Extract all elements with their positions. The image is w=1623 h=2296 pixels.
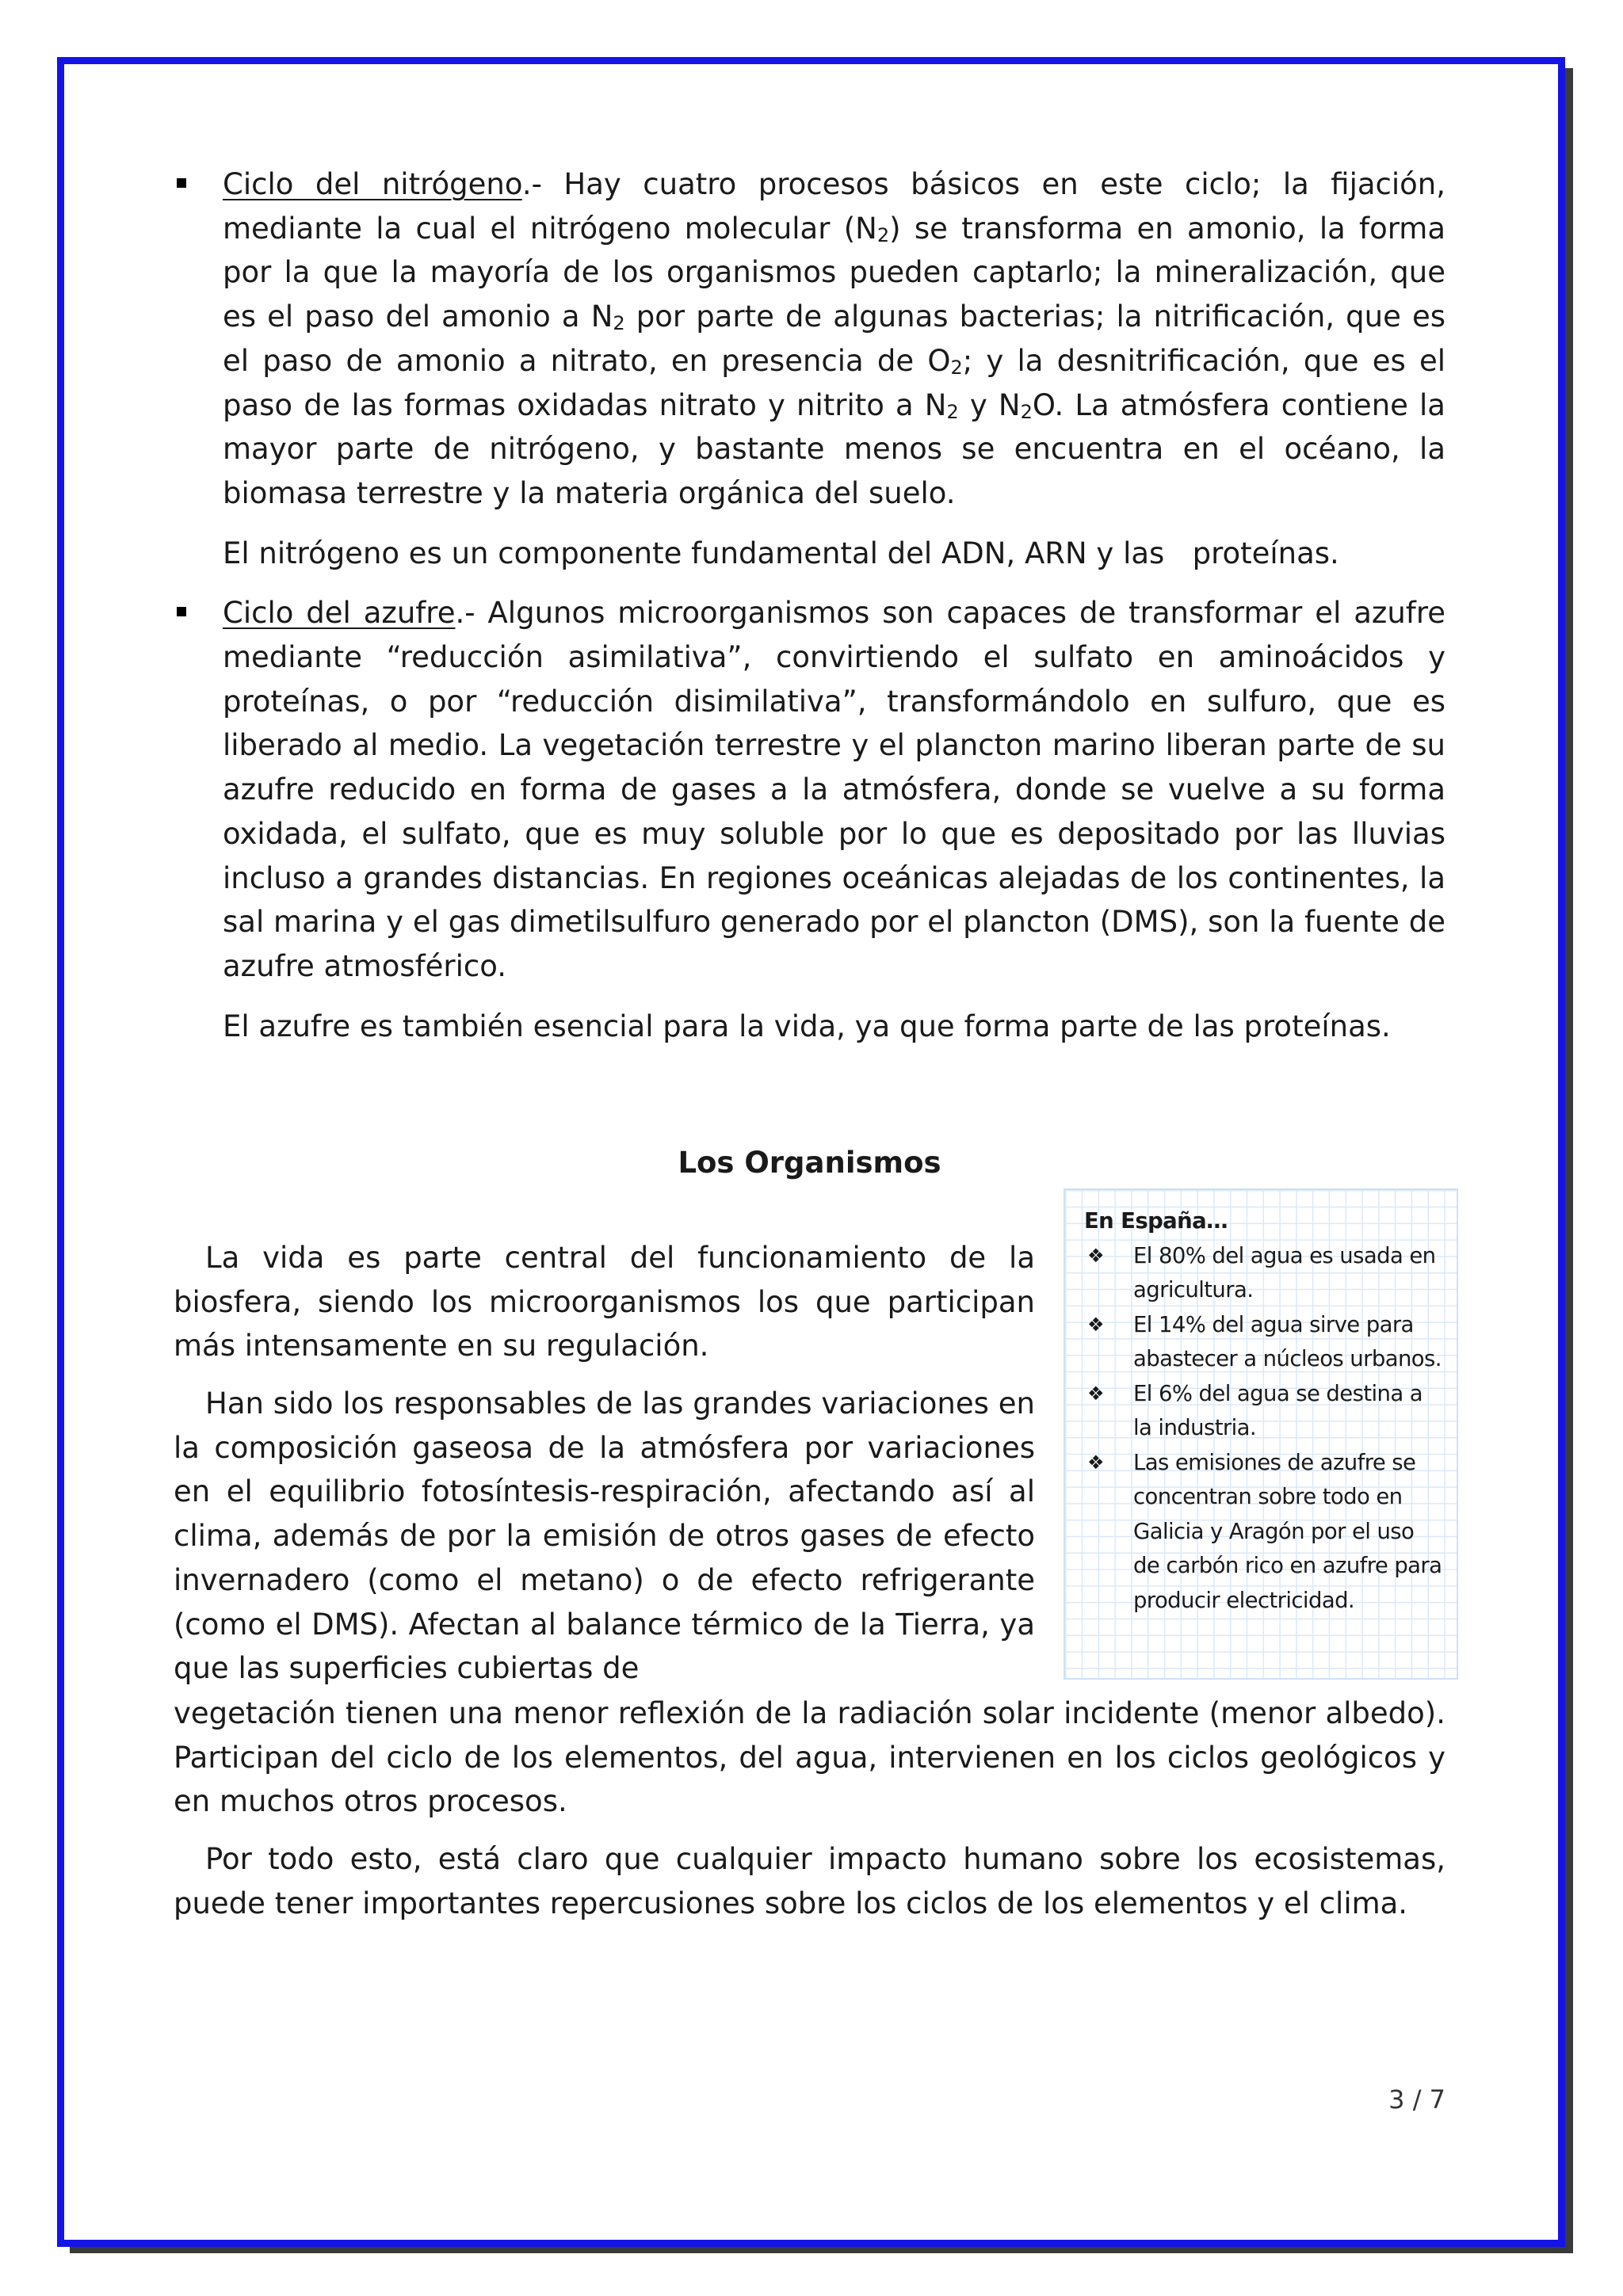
sulfur-note: El azufre es también esencial para la vida, ya que forma parte de las proteínas. [223,1009,1391,1043]
list-item [1084,1377,1444,1446]
sulfur-cycle-item [174,591,1445,988]
list-item [1084,1239,1444,1308]
side-box-title: En España… [1084,1208,1228,1234]
side-item-text: El 6% del agua se destina a la industria. [1133,1380,1423,1440]
list-item [1084,1308,1444,1377]
diamond-bullet-icon: ❖ [1087,1244,1104,1267]
subscript: 2 [876,223,890,246]
sulfur-cycle-title: Ciclo del azufre [223,596,456,631]
diamond-bullet-icon: ❖ [1087,1451,1104,1474]
diamond-bullet-icon: ❖ [1087,1313,1104,1336]
nitrogen-note: El nitrógeno es un componente fundamental del ADN, ARN y las proteínas. [223,536,1339,570]
subscript: 2 [950,356,963,379]
side-item-text: El 14% del agua sirve para abastecer a núcleos urbanos. [1133,1311,1442,1371]
nitrogen-text: y N [958,387,1021,422]
organisms-paragraph-1: La vida es parte central del funcionamiento de la biosfera, siendo los microorganismos los que participan más intensamente en su regulación. [174,1241,1035,1363]
diamond-bullet-icon: ❖ [1087,1382,1104,1405]
sulfur-text: .- Algunos microorganismos son capaces de transformar el azufre mediante “reducción asimilativa”, convirtiendo el sulfato en aminoácidos y proteínas, o por “reducción disimilativa”, transformándolo en sulfuro, que es liberado al medio. La vegetación terrestre y el plancton marino liberan parte de su azufre reducido en forma de gases a la atmósfera, donde se vuelve a su forma oxidada, el sulfato, que es muy soluble por lo que es depositado por las lluvias incluso a grandes distancias. En regiones oceánicas alejadas de los continentes, la sal marina y el gas dimetilsulfuro generado por el plancton (DMS), son la fuente de azufre atmosférico. [223,596,1445,983]
subscript: 2 [946,400,959,423]
page-number: 3 / 7 [1388,2084,1445,2115]
cycles-section [174,162,1445,1048]
side-item-text: Las emisiones de azufre se concentran sobre todo en Galicia y Aragón por el uso de carbón rico en azufre para producir electricidad. [1133,1449,1442,1613]
organisms-paragraph-2a: Han sido los responsables de las grandes variaciones en la composición gaseosa de la atmósfera por variaciones en el equilibrio fotosíntesis-respiración, afectando así al clima, además de por la emisión de otros gases de efecto invernadero (como el metano) o de efecto refrigerante (como el DMS). Afectan al balance térmico de la Tierra, ya que las superficies cubiertas de [174,1386,1035,1686]
subscript: 2 [613,312,625,335]
nitrogen-text: ) se transforma en amonio, la forma por la que la mayoría de los organismos pueden captarlo; la mineralización, que es el paso del amonio a N [223,211,1445,334]
nitrogen-cycle-title: Ciclo del nitrógeno [223,167,522,201]
organisms-paragraph-3: Por todo esto, está claro que cualquier impacto humano sobre los ecosistemas, puede tener importantes repercusiones sobre los ciclos de los elementos y el clima. [174,1842,1445,1920]
spain-facts-box [1064,1188,1458,1680]
nitrogen-cycle-item [174,162,1445,516]
side-box-list [1084,1239,1444,1619]
square-bullet-icon [177,178,186,188]
side-item-text: El 80% del agua es usada en agricultura. [1133,1242,1436,1302]
square-bullet-icon [177,607,186,616]
subscript: 2 [1020,400,1033,423]
nitrogen-text: O. La atmósfera contiene la mayor parte de nitrógeno, y bastante menos se encuentra en el océano, la biomasa terrestre y la materia orgánica del suelo. [223,387,1445,510]
nitrogen-text: .- Hay cuatro procesos básicos en este ciclo; la fijación, mediante la cual el nitrógeno molecular (N [223,167,1445,246]
nitrogen-text: por parte de algunas bacterias; la nitrificación, que es el paso de amonio a nitrato, en presencia de O [223,299,1445,378]
nitrogen-text: ; y la desnitrificación, que es el paso de las formas oxidadas nitrato y nitrito a N [223,343,1445,422]
organisms-paragraph-2b: vegetación tienen una menor reflexión de la radiación solar incidente (menor albedo). Participan del ciclo de los elementos, del agua, intervienen en los ciclos geológicos y en muchos otros procesos. [174,1696,1445,1819]
section-title: Los Organismos [678,1146,941,1180]
list-item [1084,1446,1444,1619]
